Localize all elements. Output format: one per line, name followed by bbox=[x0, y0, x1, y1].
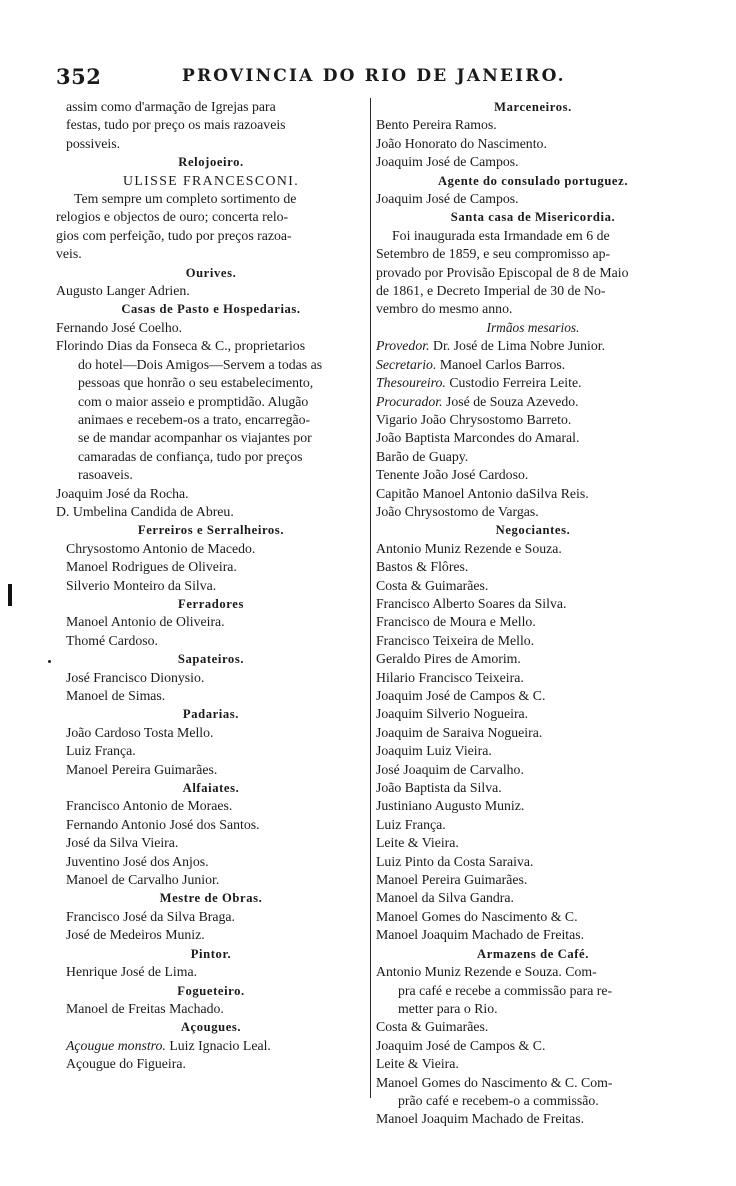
santa-casa-text: Setembro de 1859, e seu compromisso ap- bbox=[376, 246, 611, 262]
armazem-text: pra café e recebe a commissão para re- bbox=[398, 982, 613, 998]
list-item: Açougue do Figueira. bbox=[66, 1056, 186, 1072]
margin-mark bbox=[8, 584, 12, 606]
list-item: Joaquim José de Campos & C. bbox=[376, 688, 546, 703]
florindo-line: rasoaveis. bbox=[78, 467, 133, 483]
section-heading-casas: Casas de Pasto e Hospedarias. bbox=[121, 302, 301, 317]
list-item: Leite & Vieira. bbox=[376, 1056, 459, 1072]
list-item: Henrique José de Lima. bbox=[66, 964, 198, 980]
florindo-line: do hotel—Dois Amigos—Servem a todas as bbox=[78, 356, 323, 372]
left-column bbox=[56, 98, 366, 1074]
list-item: Geraldo Pires de Amorim. bbox=[376, 651, 521, 667]
santa-casa-text: provado por Provisão Episcopal de 8 de Maio bbox=[376, 264, 629, 280]
list-item: Juventino José dos Anjos. bbox=[66, 853, 209, 869]
list-item: Manoel Gomes do Nascimento & C. bbox=[376, 908, 578, 924]
list-item: Manoel Pereira Guimarães. bbox=[376, 872, 528, 888]
intro-line: festas, tudo por preço os mais razoaveis bbox=[66, 117, 286, 133]
section-heading-padarias: Padarias. bbox=[182, 707, 240, 722]
list-item bbox=[56, 1037, 366, 1055]
list-item: Thomé Cardoso. bbox=[66, 632, 158, 648]
list-item: Joaquim José de Campos. bbox=[376, 191, 519, 207]
section-heading-santa-casa: Santa casa de Misericordia. bbox=[450, 210, 616, 225]
list-item: Fernando Antonio José dos Santos. bbox=[66, 816, 260, 832]
list-item: Manoel de Simas. bbox=[66, 688, 166, 703]
relojoeiro-text: Tem sempre um completo sortimento de bbox=[74, 191, 297, 207]
officer-role: Procurador. bbox=[376, 393, 443, 409]
list-item: Joaquim José da Rocha. bbox=[56, 485, 189, 501]
acougue-owner: Luiz Ignacio Leal. bbox=[165, 1037, 271, 1053]
list-item: Manoel de Carvalho Junior. bbox=[66, 872, 220, 888]
relojoeiro-name: ULISSE FRANCESCONI. bbox=[122, 172, 300, 188]
armazem-text: Manoel Gomes do Nascimento & C. Com- bbox=[376, 1074, 613, 1090]
member-row: Capitão Manoel Antonio daSilva Reis. bbox=[376, 485, 589, 501]
list-item: Costa & Guimarães. bbox=[376, 577, 489, 593]
list-item: Luiz França. bbox=[66, 743, 136, 759]
list-item: João Baptista da Silva. bbox=[376, 780, 502, 796]
section-heading-ferreiros: Ferreiros e Serralheiros. bbox=[137, 523, 285, 538]
officer-name: José de Souza Azevedo. bbox=[442, 393, 579, 409]
officer-row bbox=[376, 374, 690, 392]
margin-dot bbox=[48, 660, 51, 663]
list-item: Francisco Antonio de Moraes. bbox=[66, 798, 233, 814]
list-item: Joaquim José de Campos & C. bbox=[376, 1037, 546, 1053]
armazem-text: metter para o Rio. bbox=[398, 1000, 498, 1016]
florindo-line: camaradas de confiança, tudo por preços bbox=[78, 448, 303, 464]
member-row: João Chrysostomo de Vargas. bbox=[376, 503, 539, 519]
list-item: Bastos & Flôres. bbox=[376, 559, 469, 575]
right-column bbox=[376, 98, 690, 1129]
member-row: João Baptista Marcondes do Amaral. bbox=[376, 430, 580, 446]
list-item: João Cardoso Tosta Mello. bbox=[66, 724, 214, 740]
relojoeiro-text: gios com perfeição, tudo por preços razoa- bbox=[56, 227, 292, 243]
officer-role: Secretario. bbox=[376, 356, 437, 372]
list-item: Chrysostomo Antonio de Macedo. bbox=[66, 540, 256, 556]
member-row: Vigario João Chrysostomo Barreto. bbox=[376, 411, 572, 427]
list-item: Silverio Monteiro da Silva. bbox=[66, 577, 217, 593]
list-item: Manoel Pereira Guimarães. bbox=[66, 761, 218, 777]
section-heading-negociantes: Negociantes. bbox=[495, 523, 571, 538]
santa-casa-text: de 1861, e Decreto Imperial de 30 de No- bbox=[376, 283, 606, 299]
running-title: PROVINCIA DO RIO DE JANEIRO. bbox=[182, 66, 566, 86]
list-item: Joaquim José de Campos. bbox=[376, 154, 519, 170]
section-heading-relojoeiro: Relojoeiro. bbox=[178, 155, 244, 170]
list-item: Luiz França. bbox=[376, 816, 446, 832]
member-row: Barão de Guapy. bbox=[376, 448, 469, 464]
list-item: Justiniano Augusto Muniz. bbox=[376, 798, 525, 814]
section-heading-fogueteiro: Fogueteiro. bbox=[177, 983, 245, 998]
list-item: Leite & Vieira. bbox=[376, 835, 459, 851]
list-item: Francisco Alberto Soares da Silva. bbox=[376, 595, 567, 611]
section-heading-agente: Agente do consulado portuguez. bbox=[437, 173, 629, 188]
intro-line: possiveis. bbox=[66, 135, 121, 151]
florindo-line: se de mandar acompanhar os viajantes por bbox=[78, 430, 312, 446]
relojoeiro-text: relogios e objectos de ouro; concerta relo- bbox=[56, 209, 289, 225]
armazem-text: prão café e recebem-o a commissão. bbox=[398, 1092, 599, 1108]
list-item: José Joaquim de Carvalho. bbox=[376, 761, 524, 777]
list-item: Bento Pereira Ramos. bbox=[376, 117, 497, 133]
florindo-line: pessoas que honrão o seu estabelecimento, bbox=[78, 375, 314, 391]
list-item: Costa & Guimarães. bbox=[376, 1019, 489, 1035]
section-heading-alfaiates: Alfaiates. bbox=[182, 781, 240, 796]
section-heading-armazens: Armazens de Café. bbox=[477, 946, 589, 961]
member-row: Tenente João José Cardoso. bbox=[376, 467, 529, 483]
santa-casa-text: Foi inaugurada esta Irmandade em 6 de bbox=[392, 227, 610, 243]
list-item: Hilario Francisco Teixeira. bbox=[376, 669, 524, 685]
section-heading-acougues: Açougues. bbox=[180, 1020, 242, 1035]
section-heading-ferradores: Ferradores bbox=[178, 596, 244, 611]
list-item: Francisco José da Silva Braga. bbox=[66, 908, 235, 924]
relojoeiro-text: veis. bbox=[56, 246, 82, 262]
list-item: Joaquim de Saraiva Nogueira. bbox=[376, 724, 543, 740]
acougue-name: Açougue monstro. bbox=[66, 1037, 166, 1053]
intro-line: assim como d'armação de Igrejas para bbox=[66, 99, 276, 114]
list-item: Augusto Langer Adrien. bbox=[56, 283, 190, 299]
list-item: D. Umbelina Candida de Abreu. bbox=[56, 503, 234, 519]
santa-casa-text: vembro do mesmo anno. bbox=[376, 301, 513, 317]
list-item: José Francisco Dionysio. bbox=[66, 669, 205, 685]
florindo-line: com o maior asseio e promptidão. Alugão bbox=[78, 393, 309, 409]
section-heading-pintor: Pintor. bbox=[190, 946, 232, 961]
section-heading-sapateiros: Sapateiros. bbox=[177, 652, 245, 667]
officer-name: Manoel Carlos Barros. bbox=[436, 356, 566, 372]
list-item: Antonio Muniz Rezende e Souza. bbox=[376, 540, 562, 556]
list-item: Manoel Antonio de Oliveira. bbox=[66, 614, 225, 630]
section-heading-marceneiros: Marceneiros. bbox=[494, 100, 572, 114]
list-item: Joaquim Silverio Nogueira. bbox=[376, 706, 529, 722]
list-item: Luiz Pinto da Costa Saraiva. bbox=[376, 853, 534, 869]
list-item: Manoel da Silva Gandra. bbox=[376, 890, 514, 906]
list-item: Fernando José Coelho. bbox=[56, 319, 183, 335]
column-rule bbox=[370, 98, 371, 1098]
section-heading-ourives: Ourives. bbox=[185, 265, 237, 280]
list-item: Manoel Rodrigues de Oliveira. bbox=[66, 559, 237, 575]
florindo-line: animaes e recebem-os a trato, encarregão- bbox=[78, 411, 311, 427]
list-item: João Honorato do Nascimento. bbox=[376, 135, 547, 151]
officer-role: Thesoureiro. bbox=[376, 375, 446, 391]
page-number: 352 bbox=[56, 64, 102, 89]
officer-row bbox=[376, 393, 690, 411]
list-item: José da Silva Vieira. bbox=[66, 835, 179, 851]
officer-role: Provedor. bbox=[376, 338, 430, 354]
section-heading-mestre: Mestre de Obras. bbox=[159, 891, 263, 906]
list-item: Francisco Teixeira de Mello. bbox=[376, 632, 535, 648]
officer-name: Dr. José de Lima Nobre Junior. bbox=[429, 338, 606, 354]
officer-name: Custodio Ferreira Leite. bbox=[445, 375, 582, 391]
list-item: Joaquim Luiz Vieira. bbox=[376, 743, 492, 759]
list-item: Manoel de Freitas Machado. bbox=[66, 1000, 224, 1016]
florindo-line: Florindo Dias da Fonseca & C., proprietarios bbox=[56, 338, 306, 354]
armazem-text: Antonio Muniz Rezende e Souza. Com- bbox=[376, 964, 597, 980]
list-item: Manoel Joaquim Machado de Freitas. bbox=[376, 1111, 585, 1127]
officer-row bbox=[376, 337, 690, 355]
officer-row bbox=[376, 356, 690, 374]
list-item: Manoel Joaquim Machado de Freitas. bbox=[376, 927, 585, 943]
list-item: Francisco de Moura e Mello. bbox=[376, 614, 536, 630]
subheading-irmaos: Irmãos mesarios. bbox=[486, 319, 580, 335]
list-item: José de Medeiros Muniz. bbox=[66, 927, 205, 943]
